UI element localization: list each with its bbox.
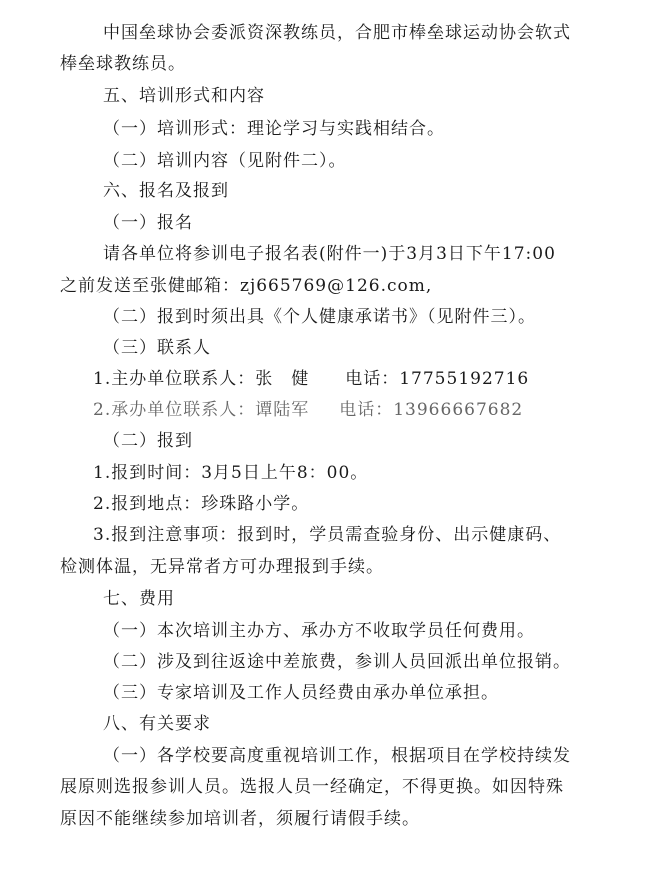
check-in-notes-line-2: 检测体温，无异常者方可办理报到手续。 <box>60 557 384 577</box>
section-heading-6: 六、报名及报到 <box>103 181 229 201</box>
check-in-notes-line-1: 3.报到注意事项：报到时，学员需查验身份、出示健康码、 <box>93 525 562 545</box>
section-heading-5: 五、培训形式和内容 <box>103 86 265 106</box>
contact-row-organizer <box>93 368 529 390</box>
organizer-contact-phone: 电话：17755192716 <box>345 369 530 389</box>
para-line-1: 中国垒球协会委派资深教练员，合肥市棒垒球运动协会软式 <box>103 23 571 43</box>
section-heading-8: 八、有关要求 <box>103 714 211 734</box>
requirement-line-2: 展原则选报参训人员。选报人员一经确定，不得更换。如因特殊 <box>60 777 564 797</box>
host-contact-name: 2.承办单位联系人：谭陆军 <box>93 400 310 420</box>
subitem-training-content: （二）培训内容（见附件二）。 <box>103 151 347 171</box>
fee-item-2: （二）涉及到往返途中差旅费，参训人员回派出单位报销。 <box>103 652 571 672</box>
host-contact-phone: 电话：13966667682 <box>339 400 524 420</box>
subheading-registration: （一）报名 <box>103 213 193 233</box>
subitem-training-format: （一）培训形式：理论学习与实践相结合。 <box>103 119 445 139</box>
subheading-check-in: （二）报到 <box>103 431 193 451</box>
check-in-location: 2.报到地点：珍珠路小学。 <box>93 494 310 514</box>
para-line-2: 棒垒球教练员。 <box>60 54 186 74</box>
check-in-time: 1.报到时间：3月5日上午8：00。 <box>93 463 369 483</box>
registration-email-line: 之前发送至张健邮箱：zj665769@126.com, <box>60 276 433 296</box>
organizer-contact-name: 1.主办单位联系人：张 健 <box>93 369 310 389</box>
requirement-line-1: （一）各学校要高度重视培训工作，根据项目在学校持续发 <box>103 746 571 766</box>
subheading-contacts: （三）联系人 <box>103 338 211 358</box>
contact-row-host <box>93 399 523 421</box>
fee-item-3: （三）专家培训及工作人员经费由承办单位承担。 <box>103 683 499 703</box>
requirement-line-3: 原因不能继续参加培训者，须履行请假手续。 <box>60 809 420 829</box>
section-heading-7: 七、费用 <box>103 589 175 609</box>
fee-item-1: （一）本次培训主办方、承办方不收取学员任何费用。 <box>103 621 535 641</box>
subitem-health-pledge: （二）报到时须出具《个人健康承诺书》（见附件三）。 <box>103 307 536 327</box>
registration-line-1: 请各单位将参训电子报名表(附件一)于3月3日下午17:00 <box>103 244 556 264</box>
